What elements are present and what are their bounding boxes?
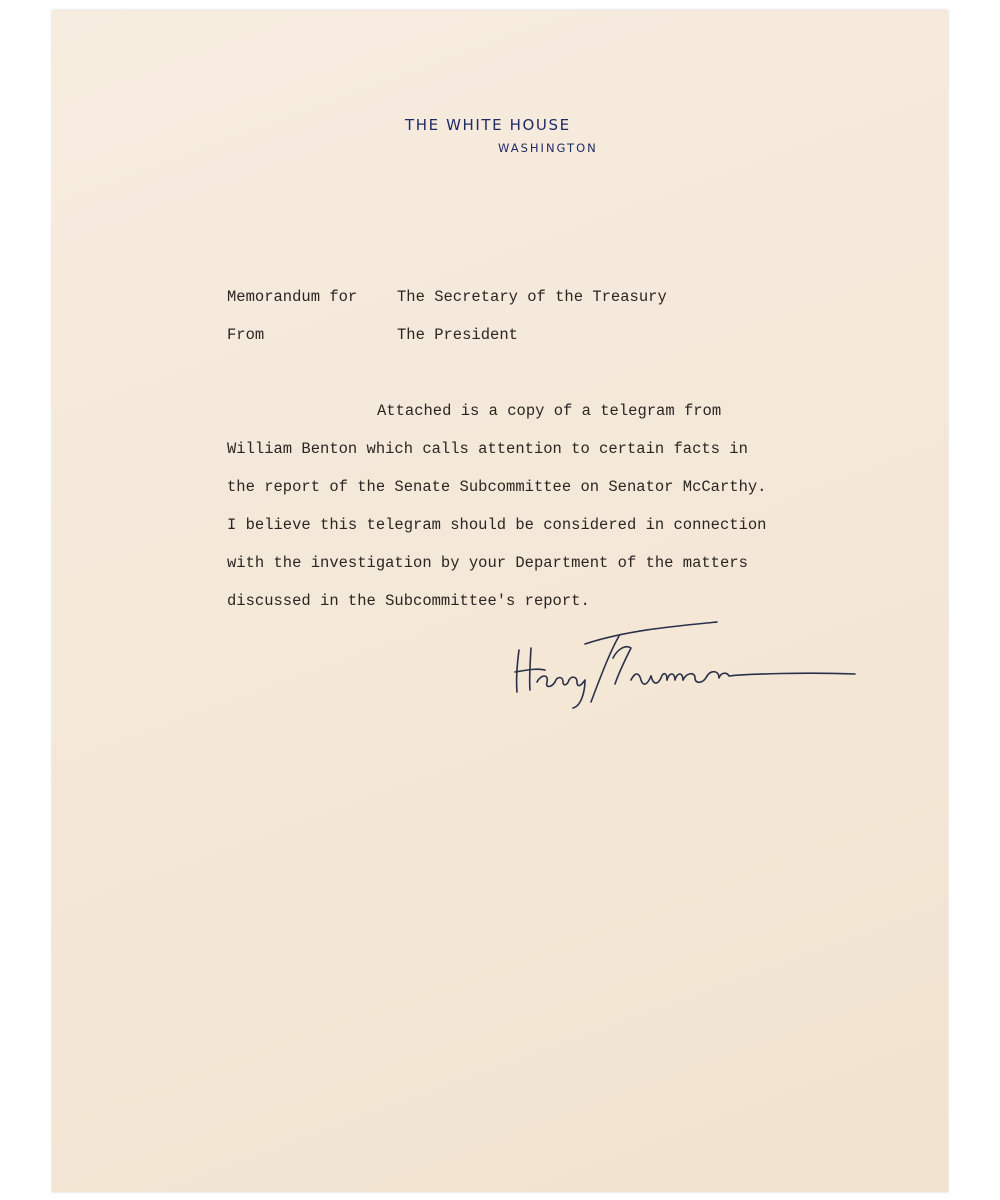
memo-page [52, 10, 948, 1192]
handwritten-signature [507, 610, 867, 710]
body-line: William Benton which calls attention to certain facts in [227, 440, 748, 458]
from-sender: The President [397, 326, 518, 344]
body-line: I believe this telegram should be considered in connection [227, 516, 767, 534]
body-line: discussed in the Subcommittee's report. [227, 592, 590, 610]
body-line: Attached is a copy of a telegram from [377, 402, 722, 420]
body-line: with the investigation by your Department of the matters [227, 554, 748, 572]
letterhead-title: THE WHITE HOUSE [405, 116, 571, 134]
from-label: From [227, 326, 265, 344]
memorandum-recipient: The Secretary of the Treasury [397, 288, 667, 306]
memorandum-for-label: Memorandum for [227, 288, 358, 306]
body-line: the report of the Senate Subcommittee on Senator McCarthy. [227, 478, 767, 496]
letterhead-city: WASHINGTON [498, 141, 598, 155]
